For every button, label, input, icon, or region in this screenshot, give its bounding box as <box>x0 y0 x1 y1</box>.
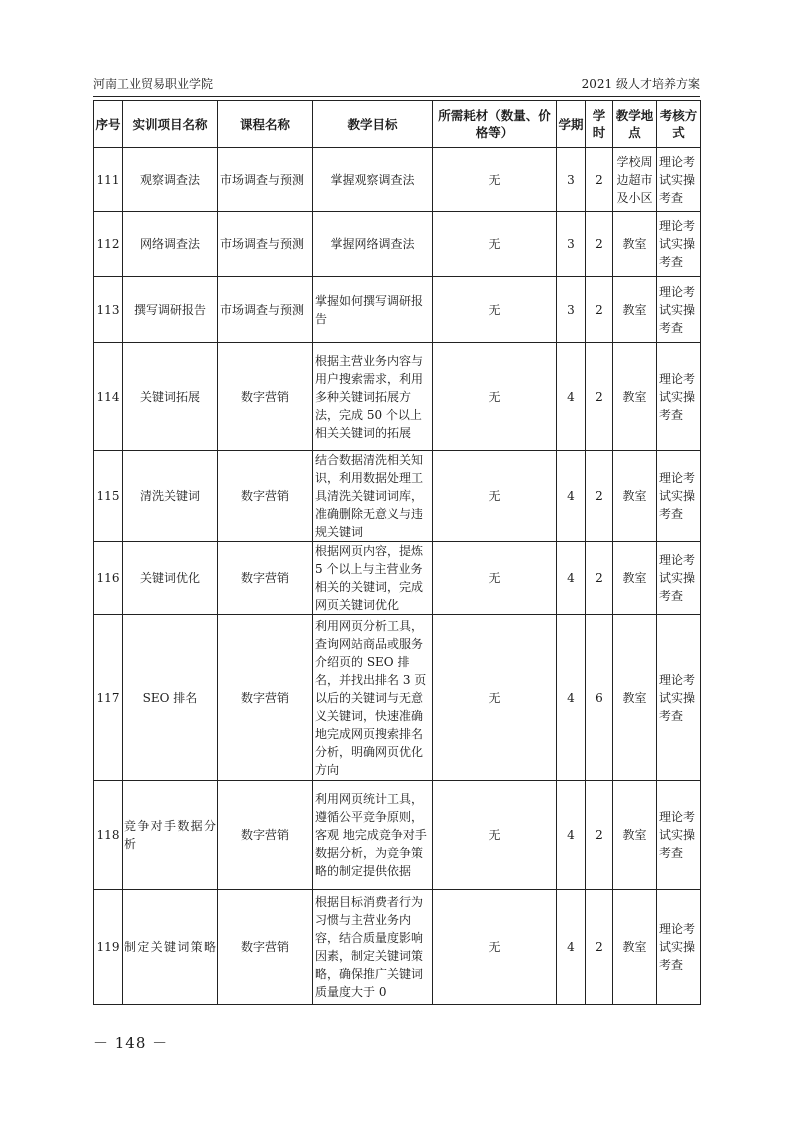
table-row <box>94 615 701 781</box>
cell-location: 教室 <box>613 212 657 277</box>
cell-assessment: 理论考试实操考查 <box>657 781 701 890</box>
cell-term: 4 <box>557 542 586 615</box>
cell-hours: 6 <box>586 615 613 781</box>
cell-goal: 根据主营业务内容与用户搜索需求，利用多种关键词拓展方法，完成 50 个以上相关关键词的拓展 <box>313 343 433 451</box>
cell-materials: 无 <box>433 212 557 277</box>
cell-location: 教室 <box>613 615 657 781</box>
cell-no: 118 <box>94 781 123 890</box>
cell-no: 111 <box>94 148 123 212</box>
training-projects-table <box>93 100 701 1005</box>
cell-assessment: 理论考试实操考查 <box>657 148 701 212</box>
header-hours: 学时 <box>586 101 613 148</box>
cell-project: 观察调查法 <box>123 148 218 212</box>
cell-course: 数字营销 <box>218 451 313 542</box>
cell-goal: 利用网页统计工具，遵循公平竞争原则，客观 地完成竞争对手数据分析，为竞争策略的制定提供依据 <box>313 781 433 890</box>
header-course: 课程名称 <box>218 101 313 148</box>
cell-term: 4 <box>557 451 586 542</box>
table-row <box>94 890 701 1005</box>
cell-hours: 2 <box>586 451 613 542</box>
header-location: 教学地点 <box>613 101 657 148</box>
cell-location: 教室 <box>613 343 657 451</box>
cell-project: SEO 排名 <box>123 615 218 781</box>
cell-term: 3 <box>557 148 586 212</box>
cell-goal: 根据网页内容，提炼 5 个以上与主营业务相关的关键词，完成网页关键词优化 <box>313 542 433 615</box>
cell-course: 市场调查与预测 <box>218 277 313 343</box>
cell-course: 数字营销 <box>218 542 313 615</box>
table-header-row <box>94 101 701 148</box>
cell-term: 4 <box>557 615 586 781</box>
cell-hours: 2 <box>586 781 613 890</box>
cell-goal: 根据目标消费者行为习惯与主营业务内容，结合质量度影响因素，制定关键词策略，确保推广关键词质量度大于 0 <box>313 890 433 1005</box>
cell-no: 113 <box>94 277 123 343</box>
cell-materials: 无 <box>433 542 557 615</box>
cell-term: 4 <box>557 890 586 1005</box>
header-assessment: 考核方式 <box>657 101 701 148</box>
cell-goal: 结合数据清洗相关知识，利用数据处理工具清洗关键词词库，准确删除无意义与违规关键词 <box>313 451 433 542</box>
cell-no: 119 <box>94 890 123 1005</box>
cell-materials: 无 <box>433 890 557 1005</box>
cell-hours: 2 <box>586 212 613 277</box>
cell-goal: 掌握观察调查法 <box>313 148 433 212</box>
table-row <box>94 343 701 451</box>
cell-location: 教室 <box>613 277 657 343</box>
cell-materials: 无 <box>433 277 557 343</box>
cell-hours: 2 <box>586 890 613 1005</box>
cell-course: 市场调查与预测 <box>218 212 313 277</box>
cell-no: 117 <box>94 615 123 781</box>
cell-project: 关键词拓展 <box>123 343 218 451</box>
cell-goal: 利用网页分析工具，查询网站商品或服务介绍页的 SEO 排名，并找出排名 3 页以后的关键词与无意义关键词，快速准确地完成网页搜索排名分析，明确网页优化方向 <box>313 615 433 781</box>
cell-assessment: 理论考试实操考查 <box>657 890 701 1005</box>
cell-materials: 无 <box>433 451 557 542</box>
cell-assessment: 理论考试实操考查 <box>657 343 701 451</box>
cell-hours: 2 <box>586 343 613 451</box>
header-goal: 教学目标 <box>313 101 433 148</box>
cell-term: 4 <box>557 781 586 890</box>
cell-term: 3 <box>557 212 586 277</box>
table-row <box>94 542 701 615</box>
header-materials: 所需耗材（数量、价格等） <box>433 101 557 148</box>
cell-project: 撰写调研报告 <box>123 277 218 343</box>
cell-materials: 无 <box>433 148 557 212</box>
cell-location: 教室 <box>613 542 657 615</box>
cell-project: 网络调查法 <box>123 212 218 277</box>
table-row <box>94 148 701 212</box>
cell-location: 学校周边超市及小区 <box>613 148 657 212</box>
cell-project: 制定关键词策略 <box>123 890 218 1005</box>
cell-no: 112 <box>94 212 123 277</box>
cell-no: 116 <box>94 542 123 615</box>
cell-location: 教室 <box>613 451 657 542</box>
cell-location: 教室 <box>613 890 657 1005</box>
cell-course: 市场调查与预测 <box>218 148 313 212</box>
page-header <box>93 76 700 97</box>
cell-assessment: 理论考试实操考查 <box>657 277 701 343</box>
table-row <box>94 277 701 343</box>
cell-assessment: 理论考试实操考查 <box>657 212 701 277</box>
cell-assessment: 理论考试实操考查 <box>657 451 701 542</box>
cell-project: 关键词优化 <box>123 542 218 615</box>
cell-assessment: 理论考试实操考查 <box>657 615 701 781</box>
school-name: 河南工业贸易职业学院 <box>93 77 214 91</box>
cell-course: 数字营销 <box>218 890 313 1005</box>
cell-term: 4 <box>557 343 586 451</box>
table-row <box>94 451 701 542</box>
cell-term: 3 <box>557 277 586 343</box>
table-row <box>94 212 701 277</box>
cell-hours: 2 <box>586 542 613 615</box>
cell-project: 清洗关键词 <box>123 451 218 542</box>
header-project: 实训项目名称 <box>123 101 218 148</box>
cell-assessment: 理论考试实操考查 <box>657 542 701 615</box>
cell-course: 数字营销 <box>218 343 313 451</box>
cell-location: 教室 <box>613 781 657 890</box>
header-term: 学期 <box>557 101 586 148</box>
cell-no: 114 <box>94 343 123 451</box>
cell-hours: 2 <box>586 148 613 212</box>
table-row <box>94 781 701 890</box>
document-title: 2021 级人才培养方案 <box>581 77 700 91</box>
cell-goal: 掌握网络调查法 <box>313 212 433 277</box>
cell-project: 竞争对手数据分析 <box>123 781 218 890</box>
cell-course: 数字营销 <box>218 615 313 781</box>
cell-no: 115 <box>94 451 123 542</box>
cell-course: 数字营销 <box>218 781 313 890</box>
cell-materials: 无 <box>433 781 557 890</box>
header-no: 序号 <box>94 101 123 148</box>
cell-materials: 无 <box>433 615 557 781</box>
cell-hours: 2 <box>586 277 613 343</box>
cell-goal: 掌握如何撰写调研报告 <box>313 277 433 343</box>
page-number: － 148 － <box>93 1034 169 1052</box>
cell-materials: 无 <box>433 343 557 451</box>
